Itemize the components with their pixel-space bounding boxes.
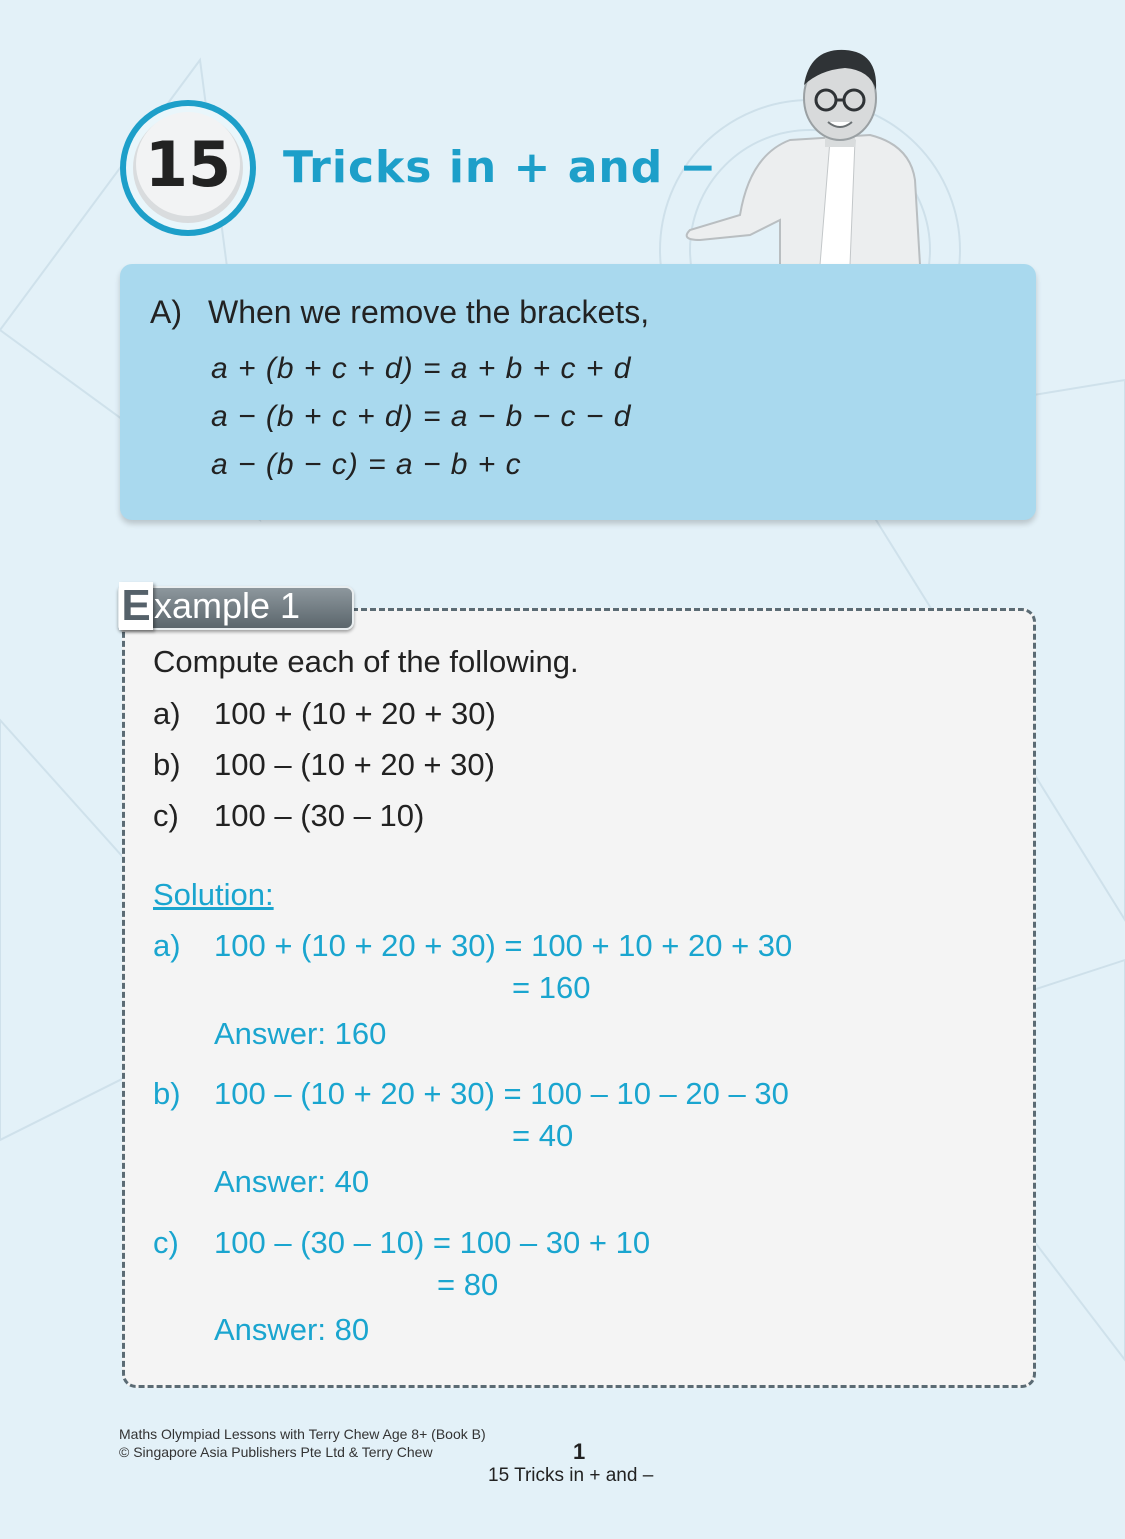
question-expression: 100 – (10 + 20 + 30) bbox=[214, 747, 495, 782]
rule-formula: a − (b + c + d) = a − b − c − d bbox=[211, 400, 632, 433]
rule-box bbox=[120, 264, 1036, 520]
solution-label: b) bbox=[153, 1076, 181, 1111]
solution-answer: Answer: 40 bbox=[214, 1164, 370, 1199]
chapter-number: 15 bbox=[144, 128, 232, 201]
solution-line: 100 – (10 + 20 + 30) = 100 – 10 – 20 – 30 bbox=[214, 1076, 789, 1111]
solution-answer: Answer: 160 bbox=[214, 1016, 387, 1051]
question-label: c) bbox=[153, 798, 179, 833]
example-prompt: Compute each of the following. bbox=[153, 644, 579, 679]
question-label: b) bbox=[153, 747, 181, 782]
rule-intro bbox=[150, 294, 649, 331]
solution-line: 100 – (30 – 10) = 100 – 30 + 10 bbox=[214, 1225, 651, 1260]
footer-copyright: © Singapore Asia Publishers Pte Ltd & Terry Chew bbox=[119, 1444, 433, 1460]
rule-intro-text: When we remove the brackets, bbox=[208, 294, 650, 330]
question-expression: 100 + (10 + 20 + 30) bbox=[214, 696, 496, 731]
chapter-badge bbox=[118, 98, 258, 238]
chapter-title: Tricks in + and − bbox=[283, 142, 718, 193]
solution-result: = 80 bbox=[437, 1267, 499, 1302]
page-number: 1 bbox=[573, 1439, 586, 1464]
footer-chapter-ref: 15 Tricks in + and – bbox=[488, 1465, 654, 1486]
rule-formula: a − (b − c) = a − b + c bbox=[211, 448, 522, 481]
solution-result: = 160 bbox=[512, 970, 591, 1005]
question-label: a) bbox=[153, 696, 181, 731]
rule-formula: a + (b + c + d) = a + b + c + d bbox=[211, 352, 632, 385]
teacher-illustration bbox=[680, 40, 940, 265]
solution-label: c) bbox=[153, 1225, 179, 1260]
rule-label: A) bbox=[150, 294, 182, 330]
solution-label: a) bbox=[153, 928, 181, 963]
example-tab-letter: E bbox=[119, 582, 153, 630]
footer-book-title: Maths Olympiad Lessons with Terry Chew Age 8+ (Book B) bbox=[119, 1426, 486, 1442]
solution-answer: Answer: 80 bbox=[214, 1312, 370, 1347]
solution-result: = 40 bbox=[512, 1118, 574, 1153]
question-expression: 100 – (30 – 10) bbox=[214, 798, 425, 833]
example-tab-title: xample 1 bbox=[154, 585, 301, 626]
solution-line: 100 + (10 + 20 + 30) = 100 + 10 + 20 + 30 bbox=[214, 928, 793, 963]
solution-title: Solution: bbox=[153, 877, 274, 912]
